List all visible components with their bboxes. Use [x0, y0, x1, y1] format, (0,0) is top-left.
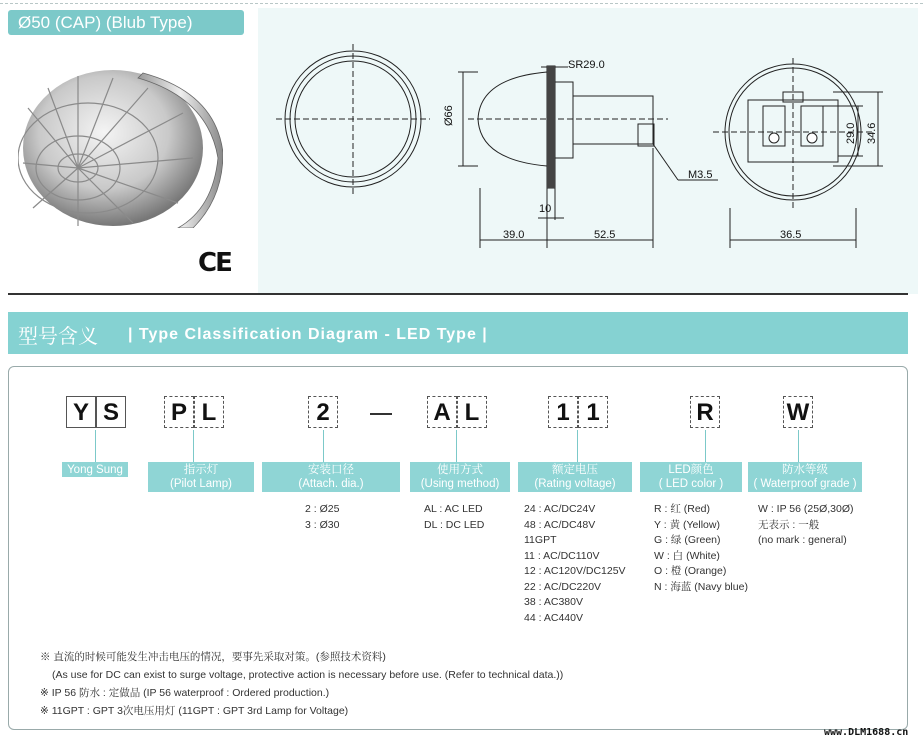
label-en: ( LED color ) — [658, 478, 724, 490]
options-using: AL : AC LED DL : DC LED — [424, 503, 485, 531]
label-cn: 指示灯 — [183, 464, 219, 476]
note-line: ※ 11GPT : GPT 3次电压用灯 (11GPT : GPT 3rd Lamp for Voltage) — [40, 705, 349, 717]
dim-diameter: Ø66 — [443, 105, 455, 126]
watermark: www.DLM1688.cn — [824, 727, 909, 738]
connector-line — [456, 430, 457, 462]
code-group-type — [164, 396, 224, 430]
label-cn: 防水等级 — [782, 464, 828, 476]
dim-39: 39.0 — [503, 229, 525, 241]
dim-36-5: 36.5 — [780, 229, 802, 241]
label-en: (Using method) — [420, 478, 500, 490]
connector-line — [95, 430, 96, 462]
options-attach: 2 : Ø25 3 : Ø30 — [305, 503, 340, 531]
code-group-color — [690, 396, 720, 430]
label-maker: Yong Sung — [62, 462, 128, 477]
lamp-product-image — [18, 68, 223, 228]
label-en: (Attach. dia.) — [298, 478, 364, 490]
code-char: 1 — [548, 396, 578, 428]
dim-52-5: 52.5 — [594, 229, 616, 241]
section-title-cn: 型号含义 — [18, 326, 98, 348]
label-cn: LED颜色 — [668, 464, 714, 476]
code-char: L — [457, 396, 487, 428]
product-title: Ø50 (CAP) (Blub Type) — [8, 10, 244, 35]
code-char: S — [96, 396, 126, 428]
dimension-drawings — [258, 8, 918, 294]
connector-line — [193, 430, 194, 462]
connector-line — [705, 430, 706, 462]
options-voltage: 24 : AC/DC24V 48 : AC/DC48V 11GPT 11 : AC/DC110V 12 : AC120V/DC125V 22 : AC/DC220V 38 : AC380V 44 : AC440V — [524, 503, 626, 624]
code-char: Y — [66, 396, 96, 428]
code-char: A — [427, 396, 457, 428]
top-dashed-rule — [0, 3, 923, 4]
dim-34-6: 34.6 — [866, 122, 878, 144]
dim-10: 10 — [539, 203, 552, 215]
label-using-method — [410, 462, 510, 492]
label-led-color — [640, 462, 742, 492]
code-char: 2 — [308, 396, 338, 428]
ce-mark: CE — [198, 248, 231, 278]
code-char: L — [194, 396, 224, 428]
label-en: ( Waterproof grade ) — [753, 478, 857, 490]
label-waterproof — [748, 462, 862, 492]
separator-rule — [8, 293, 908, 295]
connector-line — [577, 430, 578, 462]
code-char: 1 — [578, 396, 608, 428]
label-cn: 使用方式 — [437, 464, 483, 476]
code-group-voltage — [548, 396, 608, 430]
code-group-maker — [66, 396, 126, 430]
code-group-attach — [308, 396, 338, 430]
options-waterproof: W : IP 56 (25Ø,30Ø) 无表示 : 一般 (no mark : general) — [758, 503, 854, 546]
code-dash — [370, 413, 392, 415]
connector-line — [798, 430, 799, 462]
label-rating-voltage — [518, 462, 632, 492]
dim-sr: SR29.0 — [568, 59, 605, 71]
code-char: P — [164, 396, 194, 428]
options-color: R : 红 (Red) Y : 黄 (Yellow) G : 绿 (Green) W : 白 (White) O : 橙 (Orange) N : 海蓝 (Navy blue) — [654, 503, 748, 593]
label-cn: 安装口径 — [308, 464, 354, 476]
connector-line — [323, 430, 324, 462]
label-pilot-lamp — [148, 462, 254, 492]
note-line: (As use for DC can exist to surge voltage, protective action is necessary before use. (Refer to technical data.)) — [52, 669, 564, 681]
dim-m3-5: M3.5 — [688, 169, 713, 181]
section-title-en: | Type Classification Diagram - LED Type | — [128, 326, 488, 343]
label-en: (Rating voltage) — [534, 478, 616, 490]
note-line: ※ 直流的时候可能发生冲击电压的情况，要事先采取对策。(参照技术资料) — [40, 651, 386, 663]
notes — [40, 648, 563, 720]
label-en: (Pilot Lamp) — [170, 478, 232, 490]
dim-29: 29.0 — [845, 122, 857, 144]
code-group-waterproof — [783, 396, 813, 430]
label-attach-dia — [262, 462, 400, 492]
code-char: R — [690, 396, 720, 428]
code-char: W — [783, 396, 813, 428]
label-cn: 额定电压 — [552, 464, 598, 476]
code-group-using — [427, 396, 487, 430]
note-line: ※ IP 56 防水 : 定做品 (IP 56 waterproof : Ordered production.) — [40, 687, 330, 699]
